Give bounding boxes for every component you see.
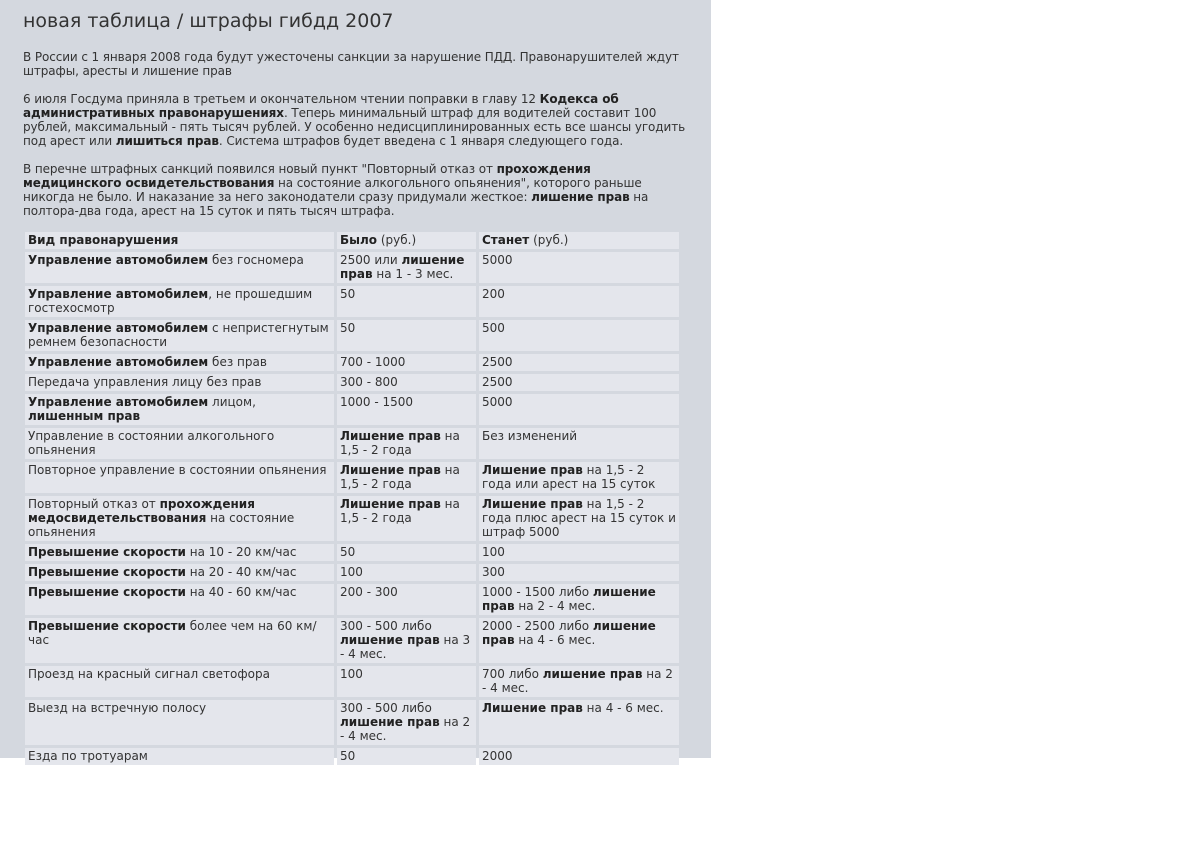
text-run: 300 - 800 xyxy=(340,375,398,389)
cell-was xyxy=(337,564,476,581)
text-run: 500 xyxy=(482,321,505,335)
cell-was xyxy=(337,584,476,615)
table-row xyxy=(25,286,679,317)
bold-text: лишение прав xyxy=(542,667,643,681)
bold-text: Превышение скорости xyxy=(28,585,186,599)
text-run: (руб.) xyxy=(377,233,417,247)
text-run: 6 июля Госдума приняла в третьем и окончательном чтении поправки в главу 12 xyxy=(23,92,540,106)
text-run: 300 - 500 либо xyxy=(340,701,432,715)
text-run: на 2 - 4 мес. xyxy=(340,715,471,743)
text-run: Повторный отказ от xyxy=(28,497,160,511)
cell-violation xyxy=(25,584,334,615)
cell-will-be xyxy=(479,618,679,663)
bold-text: Превышение скорости xyxy=(28,619,186,633)
cell-violation xyxy=(25,496,334,541)
bold-text: Управление автомобилем xyxy=(28,287,209,301)
cell-violation xyxy=(25,462,334,493)
text-run: на 3 - 4 мес. xyxy=(340,633,471,661)
cell-will-be xyxy=(479,544,679,561)
table-row xyxy=(25,748,679,765)
cell-was xyxy=(337,374,476,391)
text-run: 50 xyxy=(340,545,356,559)
cell-was xyxy=(337,544,476,561)
bold-text: лишиться прав xyxy=(115,134,219,148)
text-run: (руб.) xyxy=(529,233,569,247)
bold-text: лишение прав xyxy=(482,585,656,613)
text-run: на 40 - 60 км/час xyxy=(185,585,297,599)
cell-violation xyxy=(25,394,334,425)
text-run: 300 xyxy=(482,565,505,579)
text-run: Повторное управление в состоянии опьянения xyxy=(28,463,327,477)
cell-was xyxy=(337,618,476,663)
text-run: 5000 xyxy=(482,395,513,409)
bold-text: Лишение прав xyxy=(340,497,441,511)
table-row xyxy=(25,374,679,391)
cell-will-be xyxy=(479,700,679,745)
cell-will-be xyxy=(479,428,679,459)
text-run: В перечне штрафных санкций появился новый пункт "Повторный отказ от xyxy=(23,162,497,176)
bold-text: Кодекса об административных правонарушениях xyxy=(23,92,619,120)
bold-text: Лишение прав xyxy=(482,463,583,477)
bold-text: Управление автомобилем xyxy=(28,355,209,369)
cell-violation xyxy=(25,428,334,459)
bold-text: лишение прав xyxy=(482,619,656,647)
cell-violation xyxy=(25,252,334,283)
table-row xyxy=(25,564,679,581)
text-run: В России с 1 января 2008 года будут ужесточены санкции за нарушение ПДД. Правонарушителей ждут штрафы, аресты и лишение прав xyxy=(23,50,679,78)
text-run: на состояние опьянения xyxy=(28,511,295,539)
text-run: на 2 - 4 мес. xyxy=(514,599,596,613)
cell-was xyxy=(337,354,476,371)
bold-text: Управление автомобилем xyxy=(28,395,209,409)
cell-was xyxy=(337,320,476,351)
table-row xyxy=(25,700,679,745)
cell-violation xyxy=(25,320,334,351)
text-run: Передача управления лицу без прав xyxy=(28,375,262,389)
text-run: 5000 xyxy=(482,253,513,267)
fines-table xyxy=(22,229,682,768)
cell-will-be xyxy=(479,496,679,541)
text-run: 2500 xyxy=(482,355,513,369)
text-run: 200 xyxy=(482,287,505,301)
table-row xyxy=(25,618,679,663)
text-run: 700 либо xyxy=(482,667,543,681)
text-run: 50 xyxy=(340,287,356,301)
cell-was xyxy=(337,252,476,283)
table-row xyxy=(25,496,679,541)
text-run: на полтора-два года, арест на 15 суток и пять тысяч штрафа. xyxy=(23,190,649,218)
text-run: 2500 или xyxy=(340,253,402,267)
bold-text: Лишение прав xyxy=(340,463,441,477)
cell-violation xyxy=(25,374,334,391)
header-violation xyxy=(25,232,334,249)
table-row xyxy=(25,584,679,615)
cell-violation xyxy=(25,354,334,371)
bold-text: лишение прав xyxy=(340,633,440,647)
bold-text: Превышение скорости xyxy=(28,565,186,579)
text-run: . Система штрафов будет введена с 1 января следующего года. xyxy=(218,134,624,148)
text-run: на 1,5 - 2 года xyxy=(340,429,460,457)
table-row xyxy=(25,252,679,283)
text-run: 50 xyxy=(340,749,356,763)
bold-text: Управление автомобилем xyxy=(28,253,209,267)
cell-violation xyxy=(25,544,334,561)
bold-text: прохождения медосвидетельствования xyxy=(28,497,255,525)
table-row xyxy=(25,462,679,493)
text-run: без прав xyxy=(208,355,267,369)
text-run: 700 - 1000 xyxy=(340,355,406,369)
bold-text: Управление автомобилем xyxy=(28,321,209,335)
text-run: без госномера xyxy=(208,253,304,267)
text-run: на состояние алкогольного опьянения", которого раньше никогда не было. И наказание за него законодатели сразу придумали жесткое: xyxy=(23,176,642,204)
bold-text: Лишение прав xyxy=(482,497,583,511)
header-was xyxy=(337,232,476,249)
cell-will-be xyxy=(479,394,679,425)
text-run: 2500 xyxy=(482,375,513,389)
text-run: Выезд на встречную полосу xyxy=(28,701,207,715)
header-will-be xyxy=(479,232,679,249)
table-row xyxy=(25,428,679,459)
page-title: новая таблица / штрафы гибдд 2007 xyxy=(23,10,394,32)
bold-text: Лишение прав xyxy=(482,701,583,715)
cell-was xyxy=(337,394,476,425)
table-row xyxy=(25,544,679,561)
cell-will-be xyxy=(479,584,679,615)
cell-will-be xyxy=(479,374,679,391)
text-run: Управление в состоянии алкогольного опьянения xyxy=(28,429,275,457)
text-run: Езда по тротуарам xyxy=(28,749,148,763)
table-row xyxy=(25,320,679,351)
bold-text: лишение прав xyxy=(340,715,440,729)
cell-violation xyxy=(25,700,334,745)
cell-was xyxy=(337,286,476,317)
cell-was xyxy=(337,496,476,541)
text-run: 300 - 500 либо xyxy=(340,619,432,633)
text-run: 1000 - 1500 либо xyxy=(482,585,593,599)
cell-will-be xyxy=(479,748,679,765)
cell-was xyxy=(337,462,476,493)
text-run: Проезд на красный сигнал светофора xyxy=(28,667,270,681)
text-run: на 1,5 - 2 года xyxy=(340,463,460,491)
cell-violation xyxy=(25,618,334,663)
cell-violation xyxy=(25,748,334,765)
cell-will-be xyxy=(479,462,679,493)
text-run: 50 xyxy=(340,321,356,335)
text-run: с непристегнутым ремнем безопасности xyxy=(28,321,329,349)
text-run: 100 xyxy=(340,565,363,579)
cell-will-be xyxy=(479,286,679,317)
bold-text: Было xyxy=(340,233,378,247)
article-paragraph xyxy=(23,92,688,148)
cell-violation xyxy=(25,564,334,581)
table-body xyxy=(25,252,679,765)
text-run: 200 - 300 xyxy=(340,585,398,599)
bold-text: Лишение прав xyxy=(340,429,441,443)
text-run: на 10 - 20 км/час xyxy=(185,545,297,559)
text-run: лицом, xyxy=(208,395,256,409)
bold-text: лишенным прав xyxy=(28,409,141,423)
text-run: 2000 - 2500 либо xyxy=(482,619,593,633)
text-run: 2000 xyxy=(482,749,513,763)
text-run: на 20 - 40 км/час xyxy=(185,565,297,579)
text-run: на 2 - 4 мес. xyxy=(482,667,673,695)
bold-text: лишение прав xyxy=(340,253,465,281)
bold-text: прохождения медицинского освидетельствования xyxy=(23,162,591,190)
text-run: на 1,5 - 2 года xyxy=(340,497,460,525)
bold-text: Станет xyxy=(482,233,530,247)
text-run: на 1,5 - 2 года плюс арест на 15 суток и штраф 5000 xyxy=(482,497,676,539)
bold-text: Вид правонарушения xyxy=(28,233,179,247)
cell-was xyxy=(337,748,476,765)
cell-was xyxy=(337,666,476,697)
article-paragraph xyxy=(23,50,688,78)
cell-will-be xyxy=(479,564,679,581)
cell-will-be xyxy=(479,354,679,371)
text-run: Без изменений xyxy=(482,429,578,443)
text-run: более чем на 60 км/час xyxy=(28,619,317,647)
article-body xyxy=(23,50,688,218)
article-paragraph xyxy=(23,162,688,218)
cell-will-be xyxy=(479,666,679,697)
cell-will-be xyxy=(479,252,679,283)
table-row xyxy=(25,394,679,425)
table-row xyxy=(25,354,679,371)
text-run: , не прошедшим гостехосмотр xyxy=(28,287,313,315)
bold-text: лишение прав xyxy=(531,190,630,204)
bold-text: Превышение скорости xyxy=(28,545,186,559)
cell-violation xyxy=(25,666,334,697)
text-run: . Теперь минимальный штраф для водителей составит 100 рублей, максимальный - пять тысяч рублей. У особенно недисциплинированных есть все шансы угодить под арест или xyxy=(23,106,686,148)
cell-violation xyxy=(25,286,334,317)
text-run: на 1,5 - 2 года или арест на 15 суток xyxy=(482,463,656,491)
cell-was xyxy=(337,700,476,745)
text-run: 100 xyxy=(340,667,363,681)
text-run: 1000 - 1500 xyxy=(340,395,414,409)
table-header-row xyxy=(25,232,679,249)
text-run: на 4 - 6 мес. xyxy=(582,701,664,715)
cell-will-be xyxy=(479,320,679,351)
text-run: на 4 - 6 мес. xyxy=(514,633,596,647)
cell-was xyxy=(337,428,476,459)
text-run: 100 xyxy=(482,545,505,559)
table-row xyxy=(25,666,679,697)
text-run: на 1 - 3 мес. xyxy=(372,267,454,281)
